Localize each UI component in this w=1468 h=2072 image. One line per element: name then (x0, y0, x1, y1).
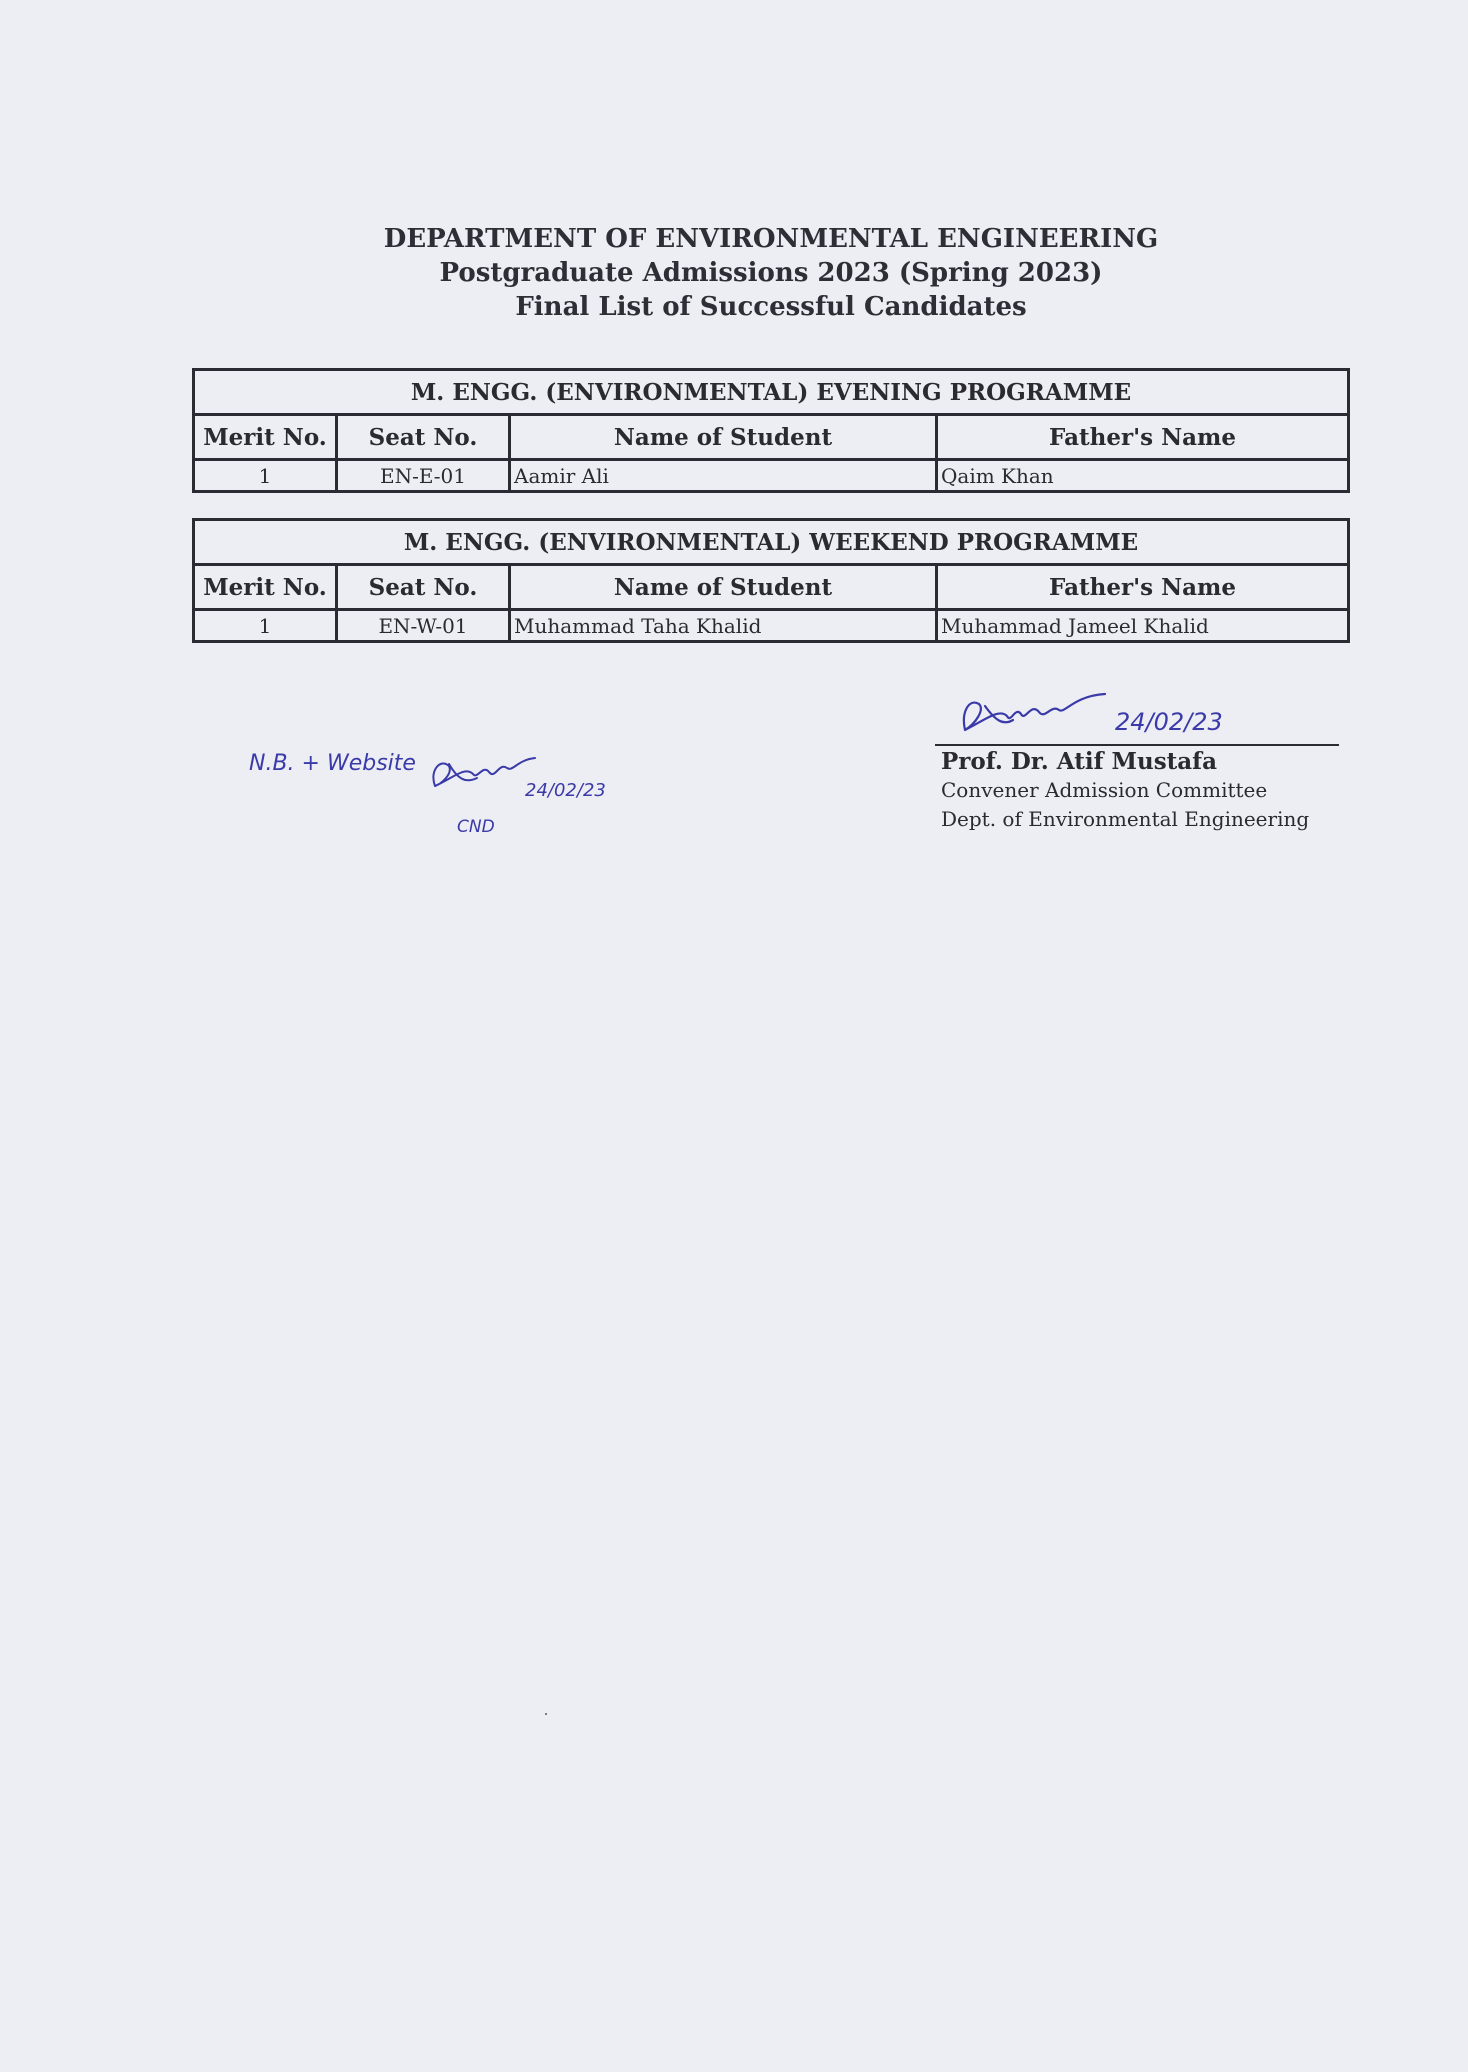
signature-block (935, 690, 1339, 833)
father-name-cell: Qaim Khan (937, 460, 1349, 492)
column-header-merit: Merit No. (194, 415, 337, 460)
table-row (194, 460, 1349, 492)
signatory-name: Prof. Dr. Atif Mustafa (941, 748, 1217, 775)
column-header-father: Father's Name (937, 415, 1349, 460)
admissions-subtitle: Postgraduate Admissions 2023 (Spring 2023) (439, 258, 1103, 288)
student-name-cell: Muhammad Taha Khalid (510, 610, 937, 642)
programme-title: M. ENGG. (ENVIRONMENTAL) WEEKEND PROGRAMME (194, 520, 1349, 565)
signature-date: 24/02/23 (1115, 708, 1223, 736)
programme-title: M. ENGG. (ENVIRONMENTAL) EVENING PROGRAMME (194, 370, 1349, 415)
seat-cell: EN-E-01 (337, 460, 510, 492)
student-name-cell: Aamir Ali (510, 460, 937, 492)
merit-cell: 1 (194, 610, 337, 642)
column-header-seat: Seat No. (337, 415, 510, 460)
signatory-department: Dept. of Environmental Engineering (941, 807, 1310, 831)
document-header (0, 222, 1468, 324)
column-header-student: Name of Student (510, 415, 937, 460)
column-header-father: Father's Name (937, 565, 1349, 610)
scan-speck (545, 1713, 547, 1715)
handwritten-signature (955, 690, 1285, 742)
weekend-programme-table (192, 518, 1350, 643)
evening-programme-table (192, 368, 1350, 493)
handwritten-note (245, 740, 645, 840)
note-text: N.B. + Website (249, 751, 416, 776)
note-signature (433, 758, 535, 786)
note-initials: CND (457, 817, 495, 837)
note-date: 24/02/23 (525, 780, 606, 801)
seat-cell: EN-W-01 (337, 610, 510, 642)
signature-line (935, 744, 1339, 746)
column-header-seat: Seat No. (337, 565, 510, 610)
column-header-student: Name of Student (510, 565, 937, 610)
column-header-merit: Merit No. (194, 565, 337, 610)
department-title: DEPARTMENT OF ENVIRONMENTAL ENGINEERING (383, 224, 1159, 254)
table-row (194, 610, 1349, 642)
father-name-cell: Muhammad Jameel Khalid (937, 610, 1349, 642)
merit-cell: 1 (194, 460, 337, 492)
signatory-role: Convener Admission Committee (941, 778, 1268, 802)
list-title: Final List of Successful Candidates (515, 292, 1027, 322)
